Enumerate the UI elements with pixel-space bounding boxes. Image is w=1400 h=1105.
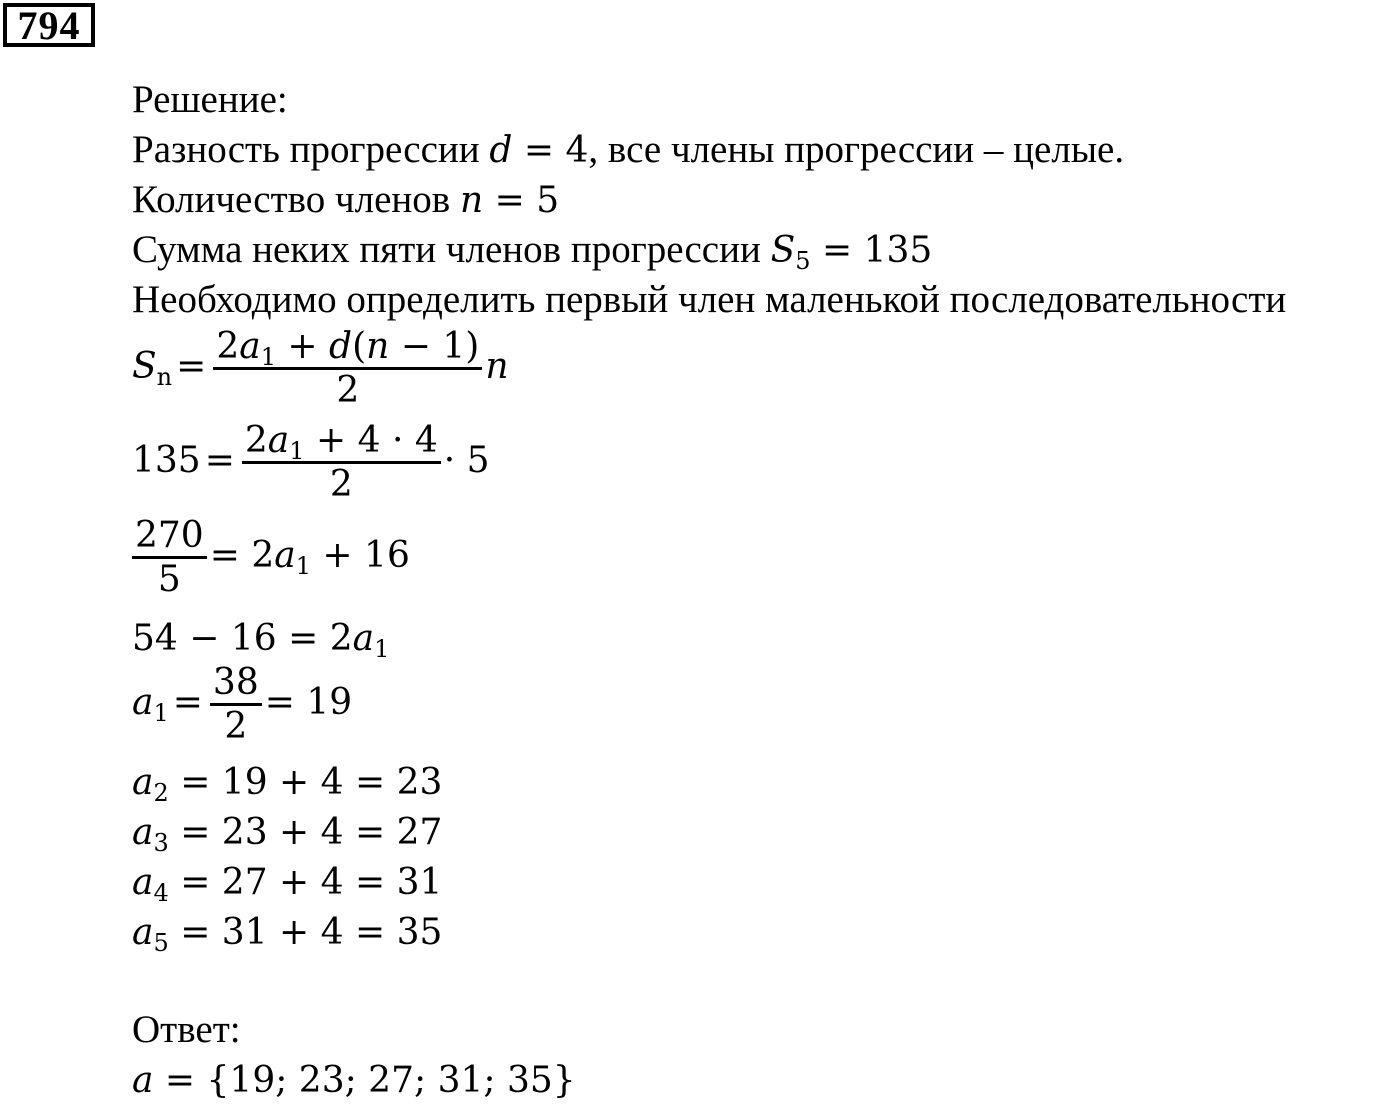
var-S: S: [770, 230, 796, 271]
problem-number-box: [3, 3, 95, 47]
fraction-step3-denominator: 5: [157, 559, 181, 601]
term-a5-var: a: [132, 912, 154, 953]
term-a3-var: a: [132, 812, 154, 853]
line-sum-eq: = 135: [810, 230, 933, 271]
formula-substituted: 135 = $\frac{2a_1 + 4 \cdot 4}{2}$ · 5: [132, 420, 490, 506]
fraction-general: [213, 326, 482, 412]
var-n: n: [459, 180, 484, 221]
line-difference-eq: = 4: [512, 130, 589, 171]
fraction-substituted-denominator: 2: [329, 464, 353, 506]
formula-general-lhs-var: S: [132, 345, 157, 387]
formula-step4-var: a: [352, 618, 375, 659]
formula-step3-rhs-a: = 2: [209, 534, 275, 576]
term-a2-sub: 2: [153, 779, 169, 807]
formula-substituted-lhs: 135: [132, 439, 201, 481]
formula-general-tail: n: [485, 345, 509, 387]
answer-label: Ответ:: [132, 1008, 241, 1051]
fraction-a1-denominator: 2: [224, 706, 248, 748]
formula-general-lhs-sub: n: [156, 362, 173, 391]
term-a2: [132, 762, 443, 807]
formula-a1: $a_1$ = $\frac{38}{2}$ = 19: [132, 662, 353, 748]
term-a4-sub: 4: [153, 879, 169, 907]
formula-step3-var: a: [274, 534, 296, 576]
term-a5-expr: = 31 + 4 = 35: [168, 912, 443, 953]
term-a4: [132, 862, 443, 907]
line-sum-text: Сумма неких пяти членов прогрессии: [132, 228, 771, 271]
var-d: d: [489, 130, 513, 171]
line-difference-text: Разность прогрессии: [132, 128, 490, 171]
solution-label: Решение:: [132, 78, 288, 121]
answer-expr: = {19; 23; 27; 31; 35}: [153, 1060, 576, 1101]
fraction-general-denominator: 2: [336, 370, 360, 412]
formula-a1-result: = 19: [264, 681, 353, 723]
term-a2-var: a: [132, 762, 154, 803]
line-sum: [132, 228, 933, 275]
fraction-a1-numerator: 38: [210, 662, 262, 706]
formula-general: $S_n$ = $\frac{2a_1 + d(n - 1)}{2}$ n: [132, 326, 509, 412]
formula-step4-lhs: 54 − 16 = 2: [132, 618, 353, 659]
fraction-substituted: [242, 420, 441, 506]
fraction-substituted-numerator: $2a_1 + 4 \cdot 4$: [242, 420, 441, 464]
sub-5: 5: [795, 247, 811, 275]
fraction-step3: [132, 515, 207, 601]
line-count-text: Количество членов: [132, 178, 460, 221]
term-a2-expr: = 19 + 4 = 23: [168, 762, 443, 803]
term-a4-var: a: [132, 862, 154, 903]
fraction-a1: [210, 662, 262, 748]
line-difference: [132, 130, 1124, 169]
term-a4-expr: = 27 + 4 = 31: [168, 862, 443, 903]
line-count-eq: = 5: [483, 180, 560, 221]
term-a3-expr: = 23 + 4 = 27: [168, 812, 443, 853]
term-a5-sub: 5: [153, 929, 169, 957]
formula-step3: [132, 515, 410, 601]
formula-step3-rest: + 16: [310, 534, 410, 576]
formula-substituted-tail: · 5: [443, 439, 490, 481]
answer: [132, 1060, 576, 1099]
term-a3-sub: 3: [153, 829, 169, 857]
line-difference-rest: , все члены прогрессии – целые.: [588, 128, 1125, 171]
answer-var: a: [132, 1060, 154, 1101]
formula-step3-sub: 1: [295, 551, 311, 580]
term-a5: [132, 912, 443, 957]
formula-a1-sub: 1: [153, 698, 169, 727]
formula-step4-sub: 1: [374, 635, 390, 663]
term-a3: [132, 812, 443, 857]
formula-a1-var: a: [132, 681, 154, 723]
formula-step4: [132, 618, 390, 663]
fraction-general-numerator: $2a_1 + d(n - 1)$: [213, 326, 482, 370]
problem-number: 794: [17, 3, 81, 48]
line-count: [132, 180, 559, 219]
line-task: Необходимо определить первый член маленькой последовательности: [132, 278, 1287, 321]
fraction-step3-numerator: 270: [132, 515, 207, 559]
